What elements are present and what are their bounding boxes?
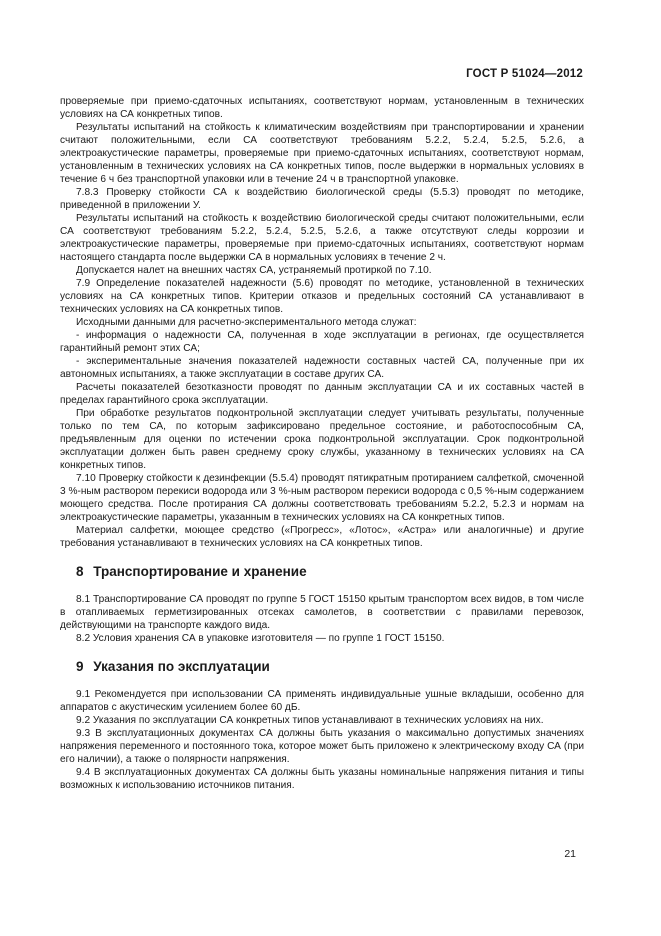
section-heading-8 xyxy=(76,564,584,579)
section-heading-9 xyxy=(76,659,584,674)
section-number: 9 xyxy=(76,659,84,674)
paragraph-clause-8-2: 8.2 Условия хранения СА в упаковке изготовителя — по группе 1 ГОСТ 15150. xyxy=(76,633,445,644)
paragraph: Материал салфетки, моющее средство («Прогресс», «Лотос», «Астра» или аналогичные) и другие требования устанавливают в технических условиях на СА конкретных типов. xyxy=(60,525,584,549)
paragraph: При обработке результатов подконтрольной эксплуатации следует учитывать результаты, полученные только по тем СА, по которым зафиксировано предельное состояние, и работоспособным СА, предъявленным для оценки по истечении срока подконтрольной эксплуатации. Срок подконтрольной эксплуатации должен быть равен среднему сроку службы, указанному в технических условиях на СА конкретных типов. xyxy=(60,408,584,471)
paragraph: проверяемые при приемо-сдаточных испытаниях, соответствуют нормам, установленным в технических условиях на СА конкретных типов. xyxy=(60,96,584,120)
paragraph-clause-9-2: 9.2 Указания по эксплуатации СА конкретных типов устанавливают в технических условиях на них. xyxy=(76,715,544,726)
paragraph-clause-9-3: 9.3 В эксплуатационных документах СА должны быть указания о максимально допустимых значениях напряжения переменного и постоянного тока, которое может быть приложено к электрическому входу СА (при его наличии), а также о полярности напряжения. xyxy=(60,728,584,765)
paragraph-clause-8-1: 8.1 Транспортирование СА проводят по группе 5 ГОСТ 15150 крытым транспортом всех видов, в том числе в отапливаемых герметизированных отсеках самолетов, в соответствии с правилами перевозок, действующими на транспорте каждого вида. xyxy=(60,594,584,631)
list-item: - информация о надежности СА, полученная в ходе эксплуатации в регионах, где осуществляется гарантийный ремонт этих СА; xyxy=(60,330,584,354)
paragraph-clause-7-10: 7.10 Проверку стойкости к дезинфекции (5.5.4) проводят пятикратным протиранием салфеткой, смоченной 3 %-ным раствором перекиси водорода или 3 %-ным раствором перекиси водорода с 0,5 %-ным содержанием моющего средства. После протирания СА должны соответствовать требованиям 5.2.2, 5.2.3 и нормам на электроакустические параметры, указанным в технических условиях на СА конкретных типов. xyxy=(60,473,584,523)
page-number: 21 xyxy=(564,848,576,860)
paragraph-clause-9-1: 9.1 Рекомендуется при использовании СА применять индивидуальные ушные вкладыши, особенно для аппаратов с акустическим усилением более 60 дБ. xyxy=(60,689,584,713)
paragraph-clause-7-9: 7.9 Определение показателей надежности (5.6) проводят по методике, установленной в технических условиях на СА конкретных типов. Критерии отказов и предельных состояний СА устанавливают в технических условиях на СА конкретных типов. xyxy=(60,278,584,315)
page-content xyxy=(60,95,584,792)
paragraph-clause-7-8-3: 7.8.3 Проверку стойкости СА к воздействию биологической среды (5.5.3) проводят по методике, приведенной в приложении У. xyxy=(60,187,584,211)
paragraph: Расчеты показателей безотказности проводят по данным эксплуатации СА и их составных частей в пределах гарантийного срока эксплуатации. xyxy=(60,382,584,406)
paragraph: Допускается налет на внешних частях СА, устраняемый протиркой по 7.10. xyxy=(76,265,432,276)
paragraph-clause-9-4: 9.4 В эксплуатационных документах СА должны быть указаны номинальные напряжения питания и типы возможных к использованию источников питания. xyxy=(60,767,584,791)
section-title: Транспортирование и хранение xyxy=(93,564,307,579)
section-number: 8 xyxy=(76,564,84,579)
paragraph: Результаты испытаний на стойкость к воздействию биологической среды считают положительными, если СА соответствуют требованиям 5.2.2, 5.2.4, 5.2.5, 5.2.6, а также отсутствуют следы коррозии и электроакустические параметры, проверяемые при приемо-сдаточных испытаниях, соответствуют нормам настоящего стандарта после выдержки СА в нормальных условиях в течение 2 ч. xyxy=(60,213,584,263)
paragraph: Результаты испытаний на стойкость к климатическим воздействиям при транспортировании и хранении считают положительными, если СА соответствуют требованиям 5.2.2, 5.2.4, 5.2.5, 5.2.6, а электроакустические параметры, проверяемые при приемо-сдаточных испытаниях, соответствуют нормам, установленным в технических условиях на СА конкретных типов, после выдержки в нормальных условиях в течение 6 ч без транспортной упаковки или в течение 24 ч в транспортной упаковке. xyxy=(60,122,584,185)
list-item: - экспериментальные значения показателей надежности составных частей СА, полученные при их автономных испытаниях, а также эксплуатации в составе других СА. xyxy=(60,356,584,380)
section-title: Указания по эксплуатации xyxy=(93,659,270,674)
document-header-standard: ГОСТ Р 51024—2012 xyxy=(466,68,583,80)
paragraph: Исходными данными для расчетно-экспериментального метода служат: xyxy=(76,317,417,328)
